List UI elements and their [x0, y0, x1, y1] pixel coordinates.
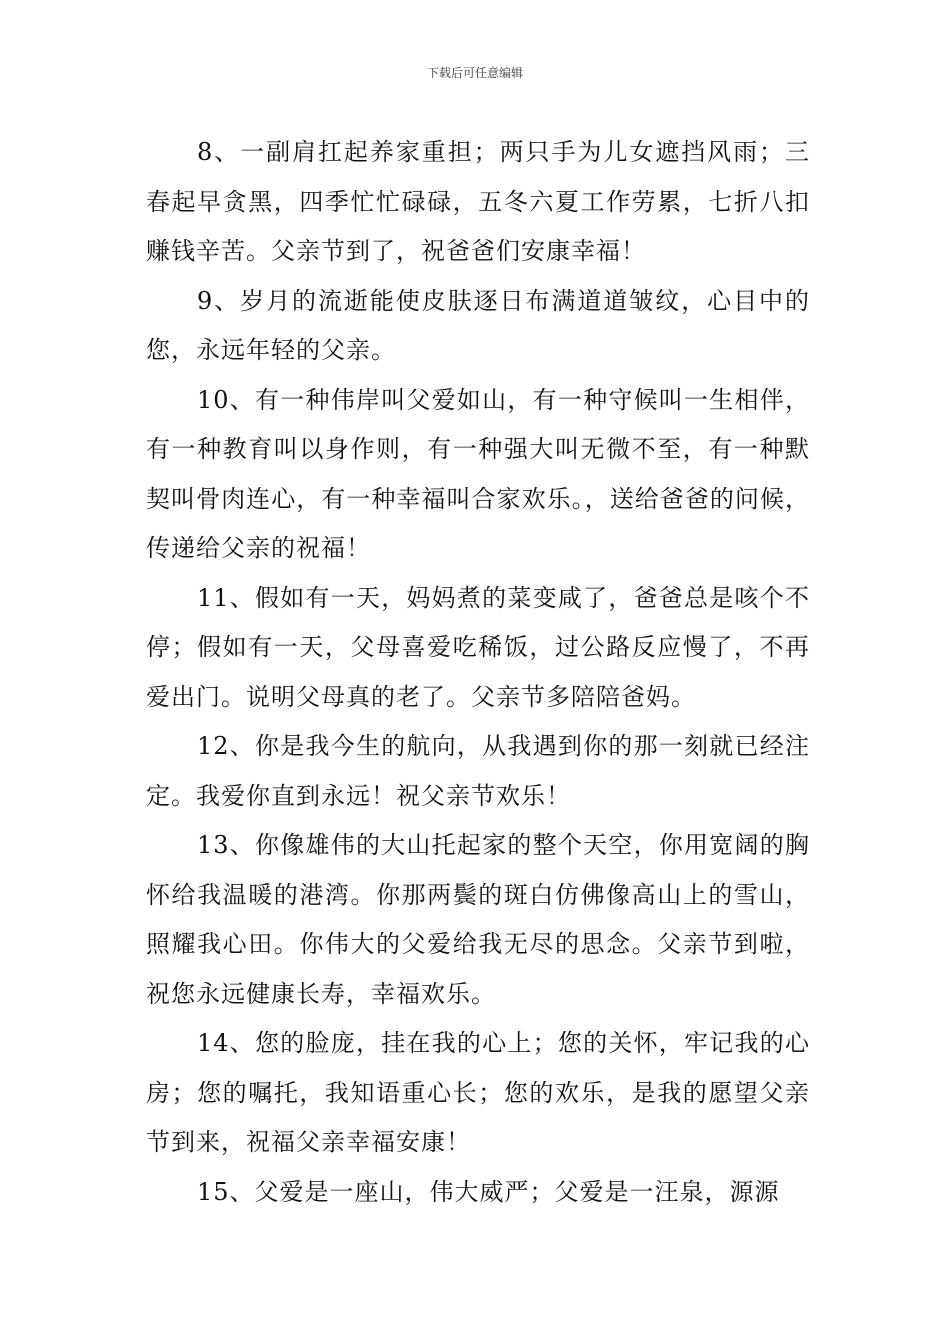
document-body [146, 128, 810, 1217]
paragraph-9: 9、岁月的流逝能使皮肤逐日布满道道皱纹，心目中的您，永远年轻的父亲。 [146, 286, 810, 364]
paragraph-12: 12、你是我今生的航向，从我遇到你的那一刻就已经注定。我爱你直到永远！祝父亲节欢乐！ [146, 732, 810, 810]
paragraph-8: 8、一副肩扛起养家重担；两只手为儿女遮挡风雨；三春起早贪黑，四季忙忙碌碌，五冬六夏工作劳累，七折八扣赚钱辛苦。父亲节到了，祝爸爸们安康幸福！ [146, 138, 810, 265]
paragraph-10: 10、有一种伟岸叫父爱如山，有一种守候叫一生相伴，有一种教育叫以身作则，有一种强大叫无微不至，有一种默契叫骨肉连心，有一种幸福叫合家欢乐。，送给爸爸的问候，传递给父亲的祝福！ [146, 385, 810, 562]
page-header: 下载后可任意编辑 [426, 66, 523, 80]
paragraph-15: 15、父爱是一座山，伟大威严；父爱是一汪泉，源源 [197, 1177, 780, 1206]
paragraph-13: 13、你像雄伟的大山托起家的整个天空，你用宽阔的胸怀给我温暖的港湾。你那两鬓的斑白仿佛像高山上的雪山，照耀我心田。你伟大的父爱给我无尽的思念。父亲节到啦，祝您永远健康长寿，幸福欢乐。 [146, 831, 810, 1008]
paragraph-14: 14、您的脸庞，挂在我的心上；您的关怀，牢记我的心房；您的嘱托，我知语重心长；您的欢乐，是我的愿望父亲节到来，祝福父亲幸福安康！ [146, 1029, 810, 1156]
paragraph-11: 11、假如有一天，妈妈煮的菜变咸了，爸爸总是咳个不停；假如有一天，父母喜爱吃稀饭，过公路反应慢了，不再爱出门。说明父母真的老了。父亲节多陪陪爸妈。 [146, 583, 810, 711]
